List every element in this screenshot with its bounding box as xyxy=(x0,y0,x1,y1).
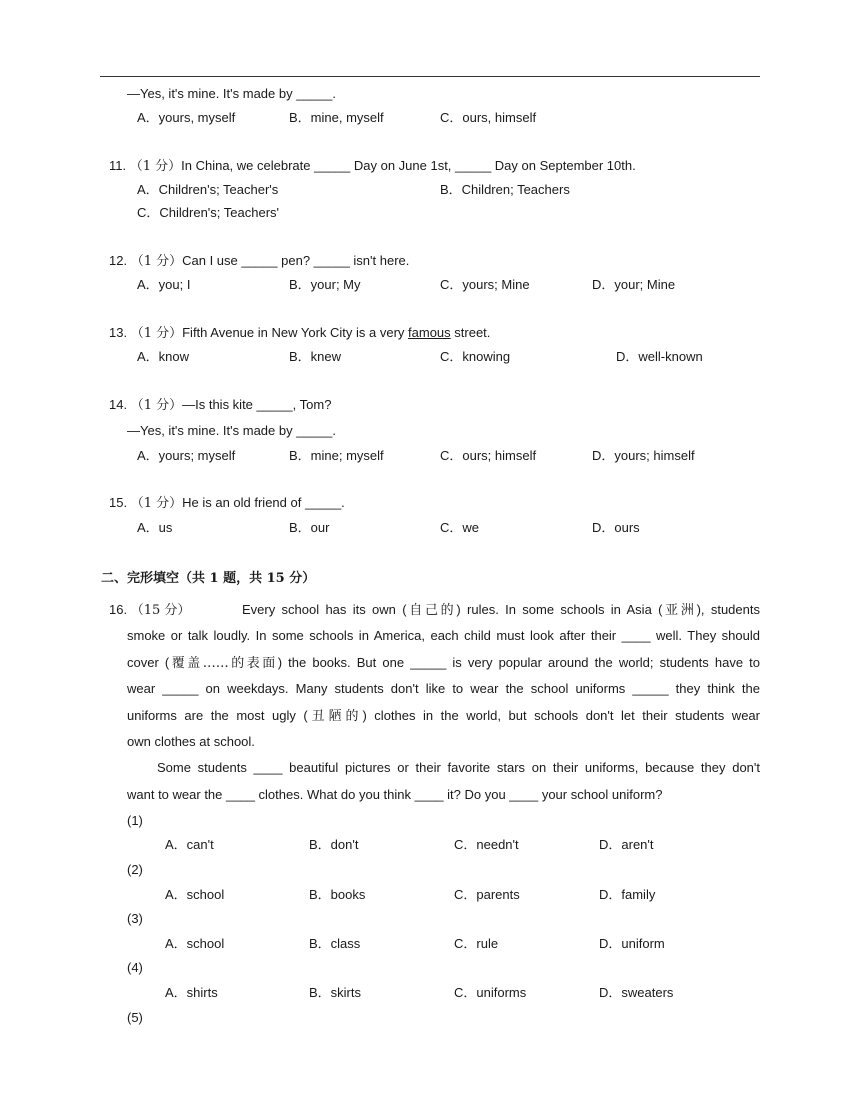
option-c: C．Children's; Teachers' xyxy=(137,205,280,220)
question-11 xyxy=(109,157,636,176)
passage-line: smoke or talk loudly. In some schools in America, each child must look after their ____ well. They should xyxy=(127,628,760,644)
option-d: D．ours xyxy=(592,520,640,535)
option-b: B．class xyxy=(309,936,361,951)
option-b: B．knew xyxy=(289,349,342,364)
option-c: C．ours; himself xyxy=(440,448,537,463)
question-12 xyxy=(109,252,409,271)
option-a: A．can't xyxy=(165,837,214,852)
passage-line: cover (覆盖……的表面) the books. But one _____ is very popular around the world; students have to xyxy=(127,654,760,671)
option-b: B．mine, myself xyxy=(289,110,384,125)
option-d: D．sweaters xyxy=(599,985,674,1000)
passage-line: uniforms are the most ugly (丑陋的) clothes in the world, but schools don't let their students wear xyxy=(127,707,760,724)
passage-line: Every school has its own (自己的) rules. In some schools in Asia (亚洲), students xyxy=(242,602,760,618)
question-score: （1 分） xyxy=(130,254,183,269)
option-a: A．school xyxy=(165,887,225,902)
option-b: B．our xyxy=(289,520,330,535)
question-score: （1 分） xyxy=(130,326,183,341)
option-c: C．rule xyxy=(454,936,499,951)
question-score: （15 分） xyxy=(130,603,191,618)
section-heading: 二、完形填空（共 1 题，共 15 分） xyxy=(101,571,316,586)
passage-line: Some students ____ beautiful pictures or their favorite stars on their uniforms, because they don't xyxy=(157,760,760,776)
question-score: （1 分） xyxy=(129,159,182,174)
question-stem: Fifth Avenue in New York City is a very xyxy=(182,325,409,340)
option-d: D．yours; himself xyxy=(592,448,695,463)
option-d: D．your; Mine xyxy=(592,277,676,292)
subquestion-label: (1) xyxy=(127,813,143,828)
option-b: B．don't xyxy=(309,837,359,852)
option-a: A．yours; myself xyxy=(137,448,236,463)
subquestion-label: (3) xyxy=(127,911,143,926)
option-a: A．us xyxy=(137,520,173,535)
question-stem: Can I use _____ pen? _____ isn't here. xyxy=(182,253,410,268)
option-a: A．school xyxy=(165,936,225,951)
question-number: 14. xyxy=(109,397,128,412)
option-d: D．well-known xyxy=(616,349,703,364)
option-b: B．mine; myself xyxy=(289,448,384,463)
underlined-word: famous xyxy=(408,325,451,340)
option-b: B．books xyxy=(309,887,366,902)
option-a: A．you; I xyxy=(137,277,191,292)
option-d: D．aren't xyxy=(599,837,654,852)
option-b: B．skirts xyxy=(309,985,362,1000)
option-c: C．knowing xyxy=(440,349,511,364)
option-c: C．parents xyxy=(454,887,520,902)
question-15 xyxy=(109,494,345,513)
option-a: A．know xyxy=(137,349,190,364)
question-score: （1 分） xyxy=(130,496,183,511)
question-14 xyxy=(109,396,331,415)
question-number: 16. xyxy=(109,602,128,617)
passage-line: own clothes at school. xyxy=(127,733,255,749)
passage-line: want to wear the ____ clothes. What do you think ____ it? Do you ____ your school uniform? xyxy=(127,786,663,802)
header-rule xyxy=(100,76,760,77)
question-13 xyxy=(109,324,490,343)
option-c: C．ours, himself xyxy=(440,110,537,125)
option-c: C．yours; Mine xyxy=(440,277,530,292)
option-a: A．shirts xyxy=(165,985,218,1000)
subquestion-label: (2) xyxy=(127,862,143,877)
option-b: B．Children; Teachers xyxy=(440,182,570,197)
question-number: 13. xyxy=(109,325,128,340)
question-stem-line2: —Yes, it's mine. It's made by _____. xyxy=(127,423,336,438)
option-b: B．your; My xyxy=(289,277,361,292)
option-c: C．we xyxy=(440,520,480,535)
question-stem: —Is this kite _____, Tom? xyxy=(182,397,332,412)
question-score: （1 分） xyxy=(130,398,183,413)
passage-line: wear _____ on weekdays. Many students don't like to wear the school uniforms _____ they think the xyxy=(127,681,760,697)
option-c: C．needn't xyxy=(454,837,519,852)
question-stem-end: street. xyxy=(450,325,491,340)
option-c: C．uniforms xyxy=(454,985,527,1000)
option-a: A．Children's; Teacher's xyxy=(137,182,279,197)
question-number: 11. xyxy=(109,158,127,173)
subquestion-label: (4) xyxy=(127,960,143,975)
option-d: D．family xyxy=(599,887,656,902)
question-number: 12. xyxy=(109,253,128,268)
passage xyxy=(127,597,760,808)
question-number: 15. xyxy=(109,495,128,510)
subquestion-label: (5) xyxy=(127,1010,143,1025)
question-stem: In China, we celebrate _____ Day on June 1st, _____ Day on September 10th. xyxy=(181,158,636,173)
continuation-line: —Yes, it's mine. It's made by _____. xyxy=(127,86,336,101)
option-d: D．uniform xyxy=(599,936,665,951)
option-a: A．yours, myself xyxy=(137,110,236,125)
question-stem: He is an old friend of _____. xyxy=(182,495,345,510)
